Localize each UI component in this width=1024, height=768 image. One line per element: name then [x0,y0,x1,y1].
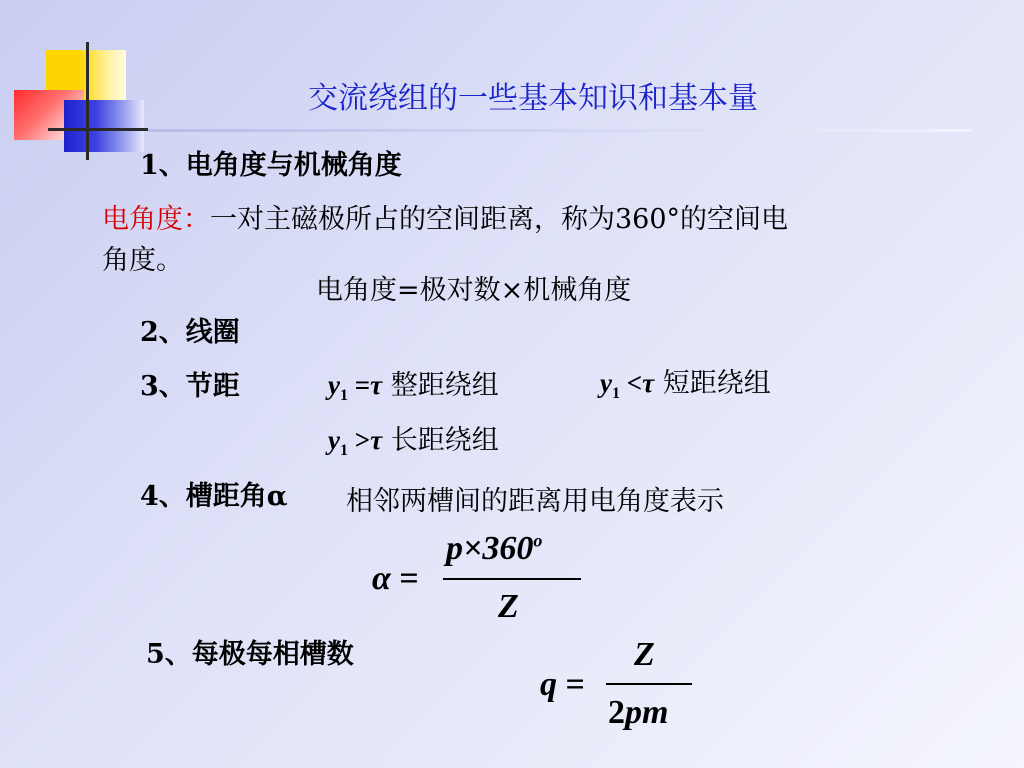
formula-alpha-denominator: Z [498,588,519,625]
pitch-long [328,418,499,460]
item-4-heading: 4、槽距角α [140,481,288,512]
logo-vertical-line [86,42,89,160]
pitch-short-expr: $y_1 <\tau$ [600,368,655,402]
angle-relation: 电角度=极对数×机械角度 [316,275,632,306]
slide-title: 交流绕组的一些基本知识和基本量 [308,81,758,116]
pitch-long-label: 长距绕组 [390,425,499,456]
item-2-heading: 2、线圈 [140,317,240,348]
slide-logo-decoration [0,0,160,170]
logo-horizontal-line [48,128,148,131]
definition-term: 电角度： [102,204,210,235]
item-4-description: 相邻两槽间的距离用电角度表示 [346,486,724,517]
formula-q-denominator: 2pm [608,694,669,731]
formula-alpha-numerator: $p\times 360^o$ [446,530,543,567]
formula-q-fraction-bar [606,683,692,685]
formula-alpha-fraction-bar [443,578,581,580]
definition-line-1 [102,197,788,236]
definition-text-1: 一对主磁极所占的空间距离，称为360°的空间电 [210,204,789,235]
formula-alpha-lhs: α = [372,560,419,597]
title-underline [148,129,972,132]
pitch-full-expr: $y_1 =\tau$ [328,370,383,404]
pitch-full-label: 整距绕组 [390,370,499,401]
pitch-long-expr: $y_1 >\tau$ [328,425,383,459]
formula-q-numerator: Z [634,636,655,673]
item-5-heading: 5、每极每相槽数 [146,639,354,670]
logo-blue-square [64,100,144,152]
pitch-full [328,363,499,405]
pitch-short-label: 短距绕组 [662,368,771,399]
definition-line-2: 角度。 [102,245,183,276]
formula-q-lhs: q = [540,666,585,703]
item-3-heading: 3、节距 [140,371,240,402]
pitch-short [600,361,771,403]
item-1-heading: 1、电角度与机械角度 [140,150,402,181]
